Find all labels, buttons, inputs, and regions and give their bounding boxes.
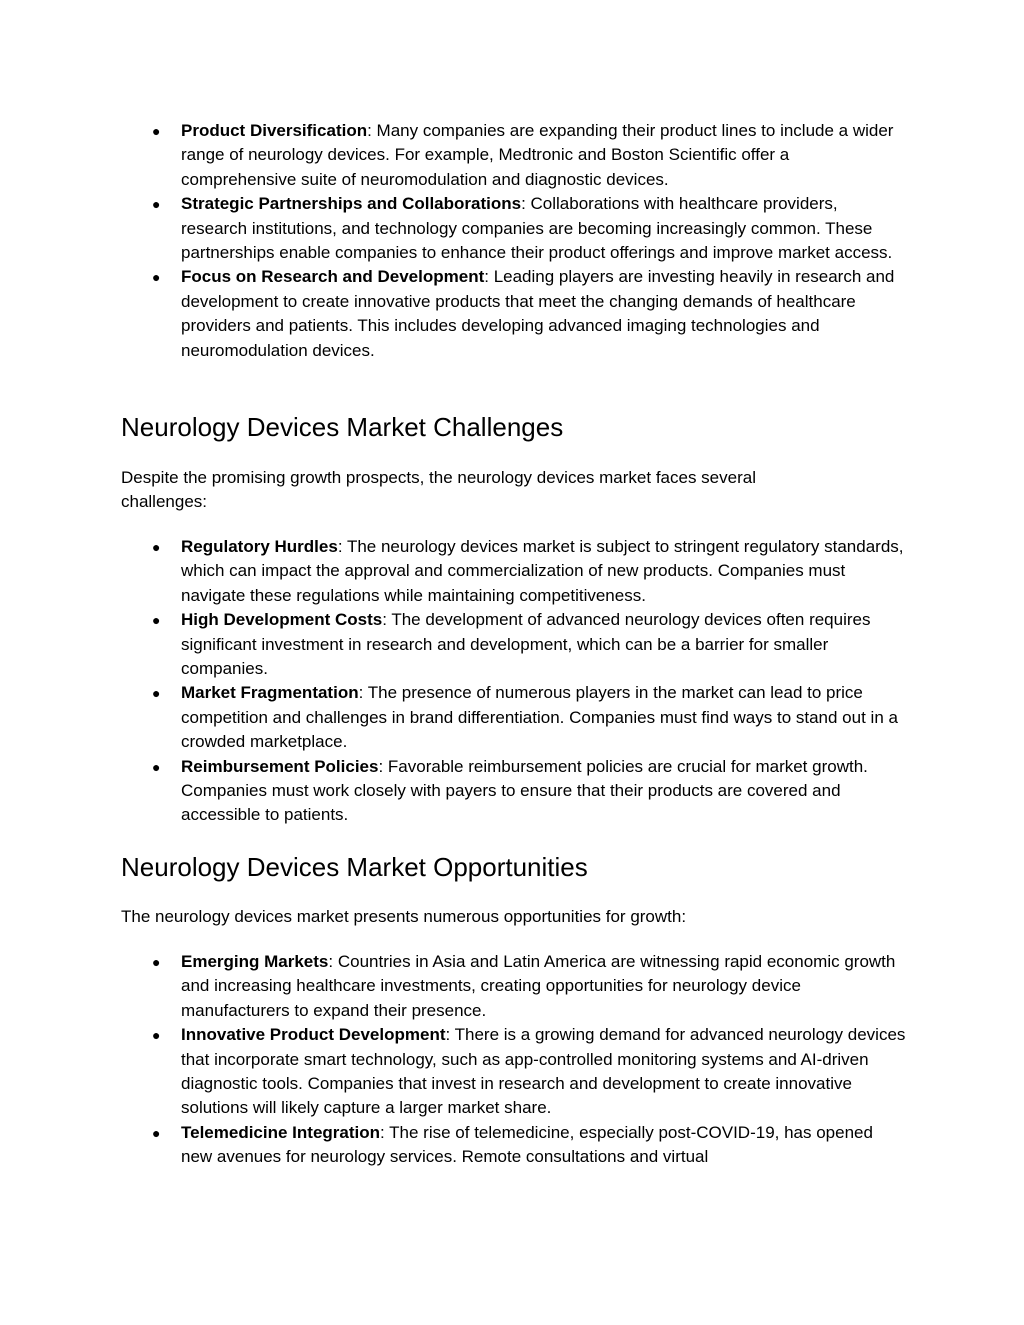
list-item-text: : Collaborations with healthcare providers, research institutions, and technology companies are becoming increasingly common. These partnerships enable companies to enhance their product offerings and improve market access. [181, 194, 893, 263]
challenges-intro: Despite the promising growth prospects, the neurology devices market faces several challenges: [121, 468, 756, 512]
list-item-term: Emerging Markets [181, 952, 329, 971]
list-item-text: : Countries in Asia and Latin America are witnessing rapid economic growth and increasing healthcare investments, creating opportunities for neurology device manufacturers to expand their presence. [181, 952, 896, 1020]
list-item [0, 755, 1024, 828]
list-item-term: Focus on Research and Development [181, 267, 485, 287]
bullet-icon: ● [152, 1124, 161, 1141]
opportunities-intro: The neurology devices market presents numerous opportunities for growth: [121, 907, 687, 926]
list-item-term: Regulatory Hurdles [181, 537, 338, 556]
list-item [0, 1023, 1024, 1121]
list-item-text: : The neurology devices market is subject to stringent regulatory standards, which can impact the approval and commercialization of new products. Companies must navigate these regulations while maintaining competitiveness. [181, 537, 904, 605]
competitive-strategies-list [0, 119, 1024, 363]
opportunities-heading: Neurology Devices Market Opportunities [121, 852, 588, 882]
bullet-icon: ● [152, 539, 161, 555]
list-item [0, 119, 1024, 192]
list-item [0, 608, 1024, 681]
list-item-term: Reimbursement Policies [181, 756, 379, 776]
list-item-text: : The rise of telemedicine, especially post-COVID-19, has opened new avenues for neurology services. Remote consultations and virtual [181, 1122, 873, 1167]
list-item [0, 535, 1024, 608]
list-item-text: : The development of advanced neurology devices often requires significant investment in research and development, which can be a barrier for smaller companies. [181, 610, 871, 679]
list-item-text: : Many companies are expanding their product lines to include a wider range of neurology devices. For example, Medtronic and Boston Scientific offer a comprehensive suite of neuromodulation and diagnostic devices. [181, 121, 894, 189]
list-item-term: Telemedicine Integration [181, 1122, 381, 1142]
list-item-text: : There is a growing demand for advanced neurology devices that incorporate smart technology, such as app-controlled monitoring systems and AI-driven diagnostic tools. Companies that invest in research and development to create innovative solutions will likely capture a larger market share. [181, 1025, 906, 1118]
bullet-icon: ● [152, 954, 161, 970]
bullet-icon: ● [152, 685, 161, 702]
bullet-icon: ● [152, 1027, 161, 1044]
list-item [0, 681, 1024, 754]
list-item-text: : Leading players are investing heavily in research and development to create innovative products that meet the changing demands of healthcare providers and patients. This includes developing advanced imaging technologies and neuromodulation devices. [181, 267, 895, 360]
bullet-icon: ● [152, 196, 161, 213]
list-item-text: : Favorable reimbursement policies are crucial for market growth. Companies must work closely with payers to ensure that their products are covered and accessible to patients. [181, 756, 868, 825]
list-item-term: Innovative Product Development [181, 1025, 446, 1045]
bullet-icon: ● [152, 758, 161, 775]
list-item [0, 192, 1024, 265]
opportunities-list [0, 950, 1024, 1170]
list-item-term: Strategic Partnerships and Collaborations [181, 194, 522, 214]
list-item-term: High Development Costs [181, 610, 383, 630]
bullet-icon: ● [152, 612, 161, 629]
list-item [0, 1121, 1024, 1170]
challenges-list [0, 535, 1024, 828]
list-item-text: : The presence of numerous players in the market can lead to price competition and challenges in brand differentiation. Companies must find ways to stand out in a crowded marketplace. [181, 683, 898, 752]
list-item-term: Market Fragmentation [181, 683, 359, 703]
bullet-icon: ● [152, 123, 161, 139]
list-item [0, 950, 1024, 1023]
list-item-term: Product Diversification [181, 121, 368, 140]
list-item [0, 265, 1024, 363]
challenges-heading: Neurology Devices Market Challenges [121, 412, 564, 442]
bullet-icon: ● [152, 269, 161, 286]
